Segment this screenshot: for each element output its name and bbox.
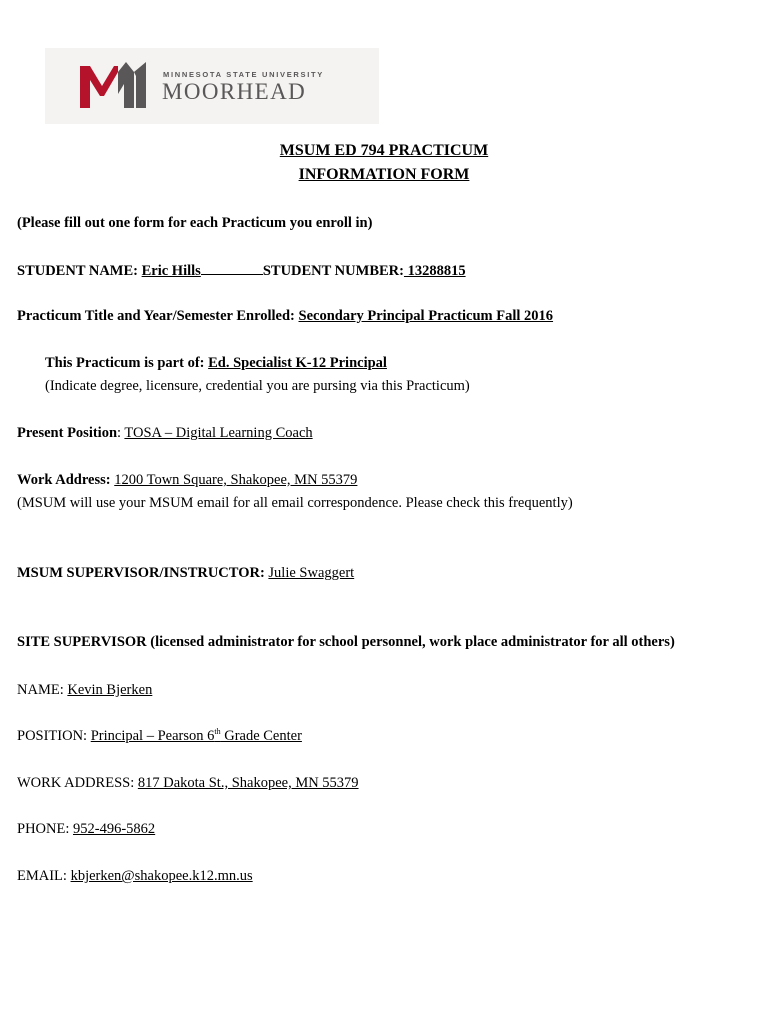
form-instruction: (Please fill out one form for each Practicum you enroll in) [17, 215, 373, 231]
site-work-address-label: WORK ADDRESS: [17, 775, 138, 791]
practicum-title-label: Practicum Title and Year/Semester Enrolled: [17, 308, 299, 324]
msum-supervisor-value: Julie Swaggert [268, 565, 355, 581]
site-email-label: EMAIL: [17, 868, 71, 884]
work-address-row [17, 472, 357, 489]
student-number-label: STUDENT NUMBER: [262, 263, 404, 279]
university-logo [45, 48, 379, 124]
part-of-row [45, 355, 387, 372]
site-work-address-row [17, 775, 359, 792]
msum-supervisor-row [17, 565, 354, 582]
site-position-label: POSITION: [17, 728, 91, 744]
msum-supervisor-label: MSUM SUPERVISOR/INSTRUCTOR: [17, 565, 269, 581]
site-email-row [17, 868, 253, 885]
msum-m-logo-icon [78, 58, 150, 110]
student-row [17, 262, 466, 280]
site-phone-label: PHONE: [17, 821, 73, 837]
present-position-label: Present Position [17, 425, 118, 441]
site-work-address-value: 817 Dakota St., Shakopee, MN 55379 [137, 775, 359, 791]
part-of-note: (Indicate degree, licensure, credential you are pursing via this Practicum) [45, 378, 470, 394]
site-position-ordinal: th [214, 727, 221, 737]
site-position-value-main: Principal – Pearson 6 [90, 728, 215, 744]
present-position-separator: : [117, 425, 125, 441]
site-phone-value: 952-496-5862 [73, 821, 156, 837]
form-title-line1: MSUM ED 794 PRACTICUM [279, 142, 489, 159]
site-name-label: NAME: [17, 682, 68, 698]
student-number-value: 13288815 [403, 263, 466, 279]
site-supervisor-heading: SITE SUPERVISOR (licensed administrator for school personnel, work place administrator for all others) [17, 634, 675, 650]
form-title-line2: INFORMATION FORM [298, 166, 470, 183]
site-email-value[interactable]: kbjerken@shakopee.k12.mn.us [70, 868, 253, 884]
site-position-value-rest: Grade Center [220, 728, 302, 744]
part-of-label: This Practicum is part of: [45, 355, 209, 371]
part-of-value: Ed. Specialist K-12 Principal [208, 355, 387, 371]
site-phone-row [17, 821, 155, 838]
site-position-value [91, 728, 302, 744]
logo-university-text: MINNESOTA STATE UNIVERSITY [163, 70, 325, 79]
email-note: (MSUM will use your MSUM email for all email correspondence. Please check this frequently) [17, 495, 573, 511]
site-name-value: Kevin Bjerken [67, 682, 153, 698]
work-address-value: 1200 Town Square, Shakopee, MN 55379 [114, 472, 358, 488]
work-address-label: Work Address: [17, 472, 115, 488]
student-name-value: Eric Hills [141, 263, 201, 279]
student-name-label: STUDENT NAME: [17, 263, 142, 279]
present-position-value: TOSA – Digital Learning Coach [124, 425, 313, 441]
student-name-blank-line [201, 262, 263, 275]
logo-campus-text: MOORHEAD [162, 79, 307, 104]
practicum-title-value: Secondary Principal Practicum Fall 2016 [298, 308, 554, 324]
present-position-row [17, 425, 313, 442]
practicum-title-row [17, 308, 553, 325]
site-position-row [17, 728, 302, 745]
site-name-row [17, 682, 152, 699]
